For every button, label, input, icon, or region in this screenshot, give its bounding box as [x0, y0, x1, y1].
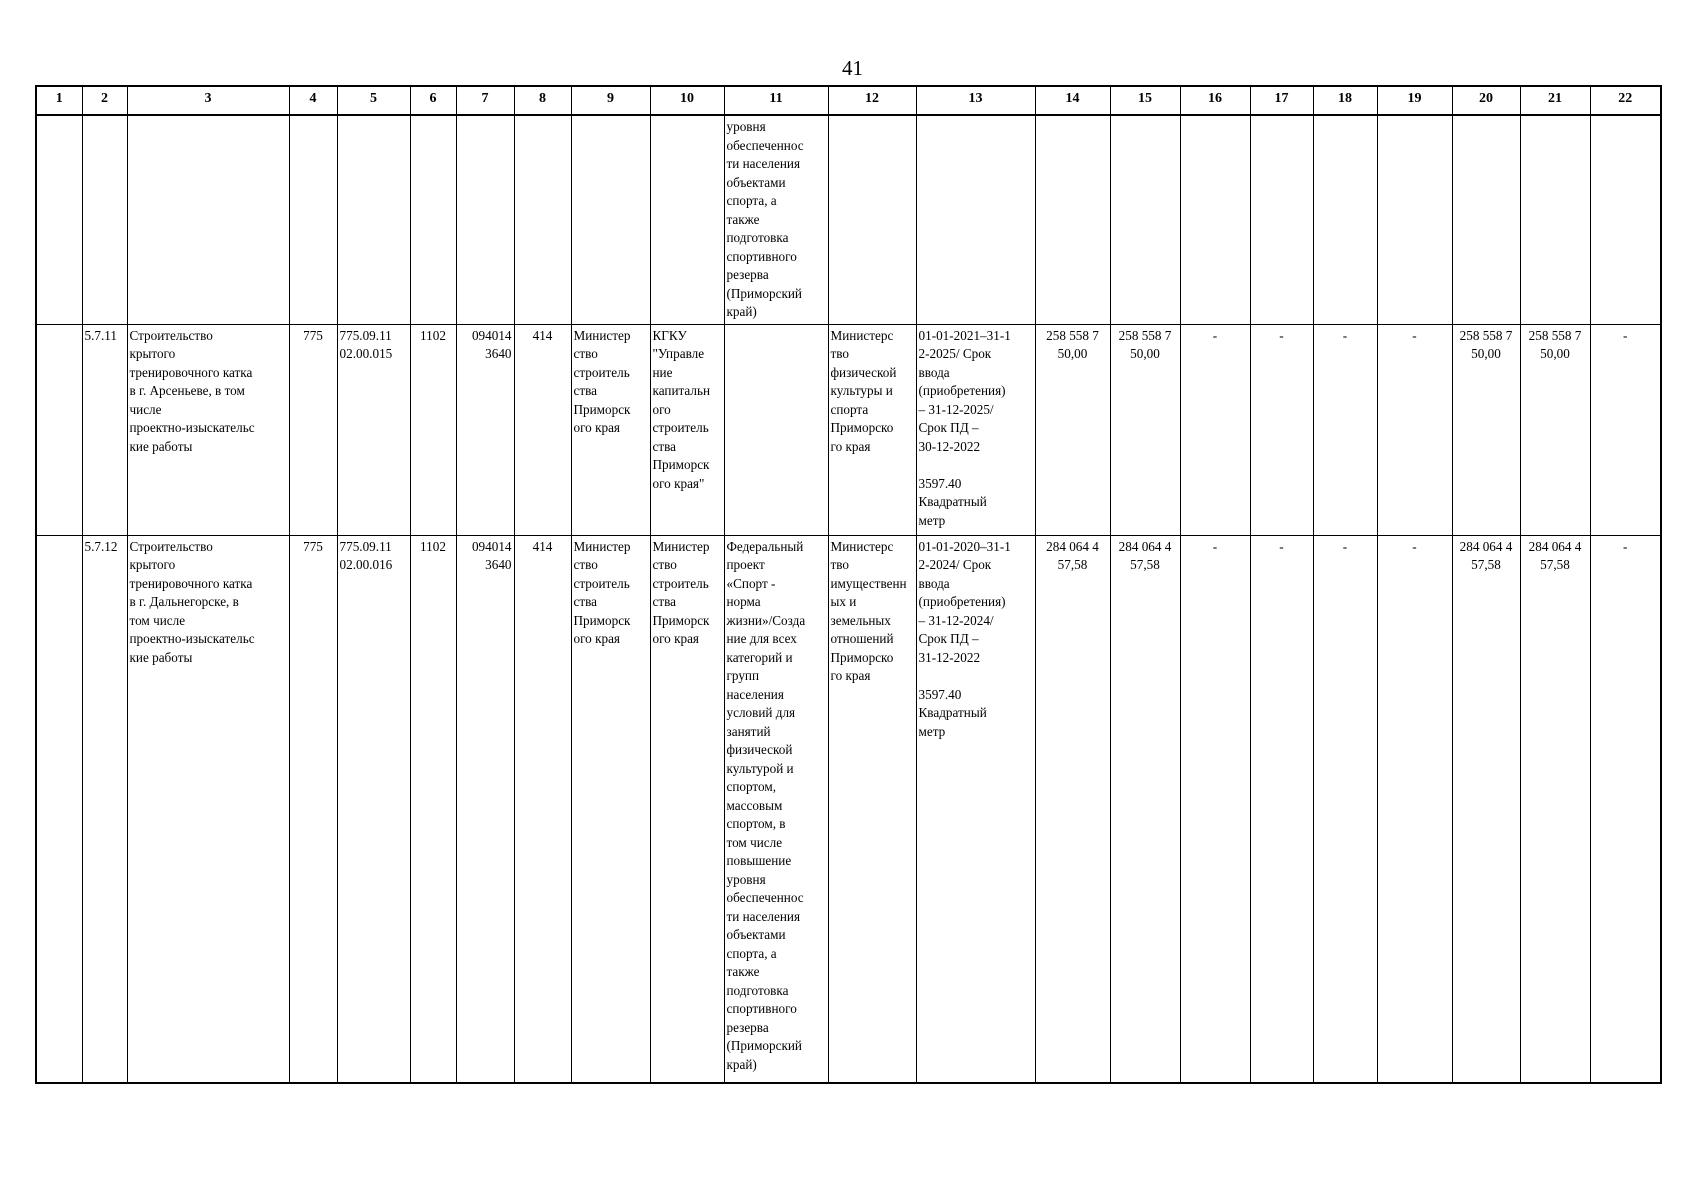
column-number-1: 1 [36, 86, 82, 115]
page-number: 41 [842, 56, 863, 80]
cell-col4 [289, 324, 337, 535]
cell-text: КГКУ "Управле ние капитальн ого строитель ства Приморск ого края" [652, 327, 711, 491]
cell-col22 [1590, 535, 1661, 1083]
cell-text: 1102 [420, 327, 446, 343]
cell-col6 [410, 535, 456, 1083]
cell-col4 [289, 535, 337, 1083]
cell-text: 5.7.11 [84, 327, 117, 343]
cell-text: - [1412, 327, 1417, 343]
cell-text: 01-01-2021–31-1 2-2025/ Срок ввода (приобретения) – 31-12-2025/ Срок ПД – 30-12-2022 3597.40 Квадратный метр [918, 327, 1011, 528]
cell-text: Министер ство строитель ства Приморск ого края [573, 538, 631, 646]
column-number-8: 8 [514, 86, 571, 115]
cell-col17 [1250, 535, 1313, 1083]
cell-col15 [1110, 535, 1180, 1083]
cell-col12 [828, 324, 916, 535]
data-table [35, 85, 1662, 1084]
cell-col11 [724, 115, 828, 324]
column-number-13: 13 [916, 86, 1035, 115]
cell-text: 284 064 4 57,58 [1046, 538, 1099, 572]
cell-col18 [1313, 324, 1377, 535]
cell-col7 [456, 324, 514, 535]
cell-text: 775.09.11 02.00.016 [339, 538, 393, 572]
column-number-19: 19 [1377, 86, 1452, 115]
cell-col13 [916, 535, 1035, 1083]
cell-col6 [410, 324, 456, 535]
column-number-9: 9 [571, 86, 650, 115]
column-number-11: 11 [724, 86, 828, 115]
column-number-20: 20 [1452, 86, 1520, 115]
cell-text: Министерс тво физической культуры и спорта Приморско го края [830, 327, 897, 454]
cell-col11 [724, 324, 828, 535]
cell-col13 [916, 324, 1035, 535]
cell-text: - [1623, 327, 1628, 343]
table-row [36, 324, 1661, 535]
cell-col1 [36, 324, 82, 535]
column-number-18: 18 [1313, 86, 1377, 115]
table-row [36, 535, 1661, 1083]
cell-text: - [1342, 327, 1348, 343]
cell-text: 414 [532, 327, 553, 343]
cell-col10 [650, 535, 724, 1083]
cell-text: 094014 3640 [471, 327, 512, 361]
cell-text: - [1212, 327, 1218, 343]
cell-col20 [1452, 324, 1520, 535]
cell-col8 [514, 535, 571, 1083]
continuation-row [36, 115, 1661, 324]
column-number-5: 5 [337, 86, 410, 115]
cell-col14 [1035, 324, 1110, 535]
cell-col21 [1520, 324, 1590, 535]
cell-col7 [456, 535, 514, 1083]
cell-text: Строительство крытого тренировочного катка в г. Арсеньеве, в том числе проектно-изыскательс кие работы [129, 327, 255, 454]
cell-col5 [337, 535, 410, 1083]
cell-col17 [1250, 324, 1313, 535]
cell-text: 775 [303, 538, 323, 554]
cell-text: - [1212, 538, 1218, 554]
cell-text: - [1279, 538, 1284, 554]
cell-col2 [82, 535, 127, 1083]
column-number-header-row [36, 86, 1661, 115]
column-number-21: 21 [1520, 86, 1590, 115]
cell-col3 [127, 535, 289, 1083]
cell-col11 [724, 535, 828, 1083]
cell-text: Министер ство строитель ства Приморск ого края [573, 327, 631, 435]
cell-text: 775.09.11 02.00.015 [339, 327, 393, 361]
cell-col18 [1313, 535, 1377, 1083]
cell-text: - [1279, 327, 1284, 343]
cell-text: 284 064 4 57,58 [1118, 538, 1172, 572]
cell-col15 [1110, 324, 1180, 535]
column-number-17: 17 [1250, 86, 1313, 115]
cell-text: 258 558 7 50,00 [1459, 327, 1513, 361]
cell-col22 [1590, 324, 1661, 535]
cell-text: Министерс тво имущественных и земельных отношений Приморско го края [830, 538, 907, 683]
cell-text: - [1412, 538, 1417, 554]
cell-text: 1102 [420, 538, 446, 554]
cell-col3 [127, 324, 289, 535]
cell-col19 [1377, 324, 1452, 535]
cell-text: 094014 3640 [471, 538, 512, 572]
cell-text: 284 064 4 57,58 [1459, 538, 1513, 572]
cell-col21 [1520, 535, 1590, 1083]
column-number-16: 16 [1180, 86, 1250, 115]
cell-text: - [1342, 538, 1348, 554]
cell-col16 [1180, 535, 1250, 1083]
cell-col8 [514, 324, 571, 535]
column-number-6: 6 [410, 86, 456, 115]
cell-text: 01-01-2020–31-1 2-2024/ Срок ввода (приобретения) – 31-12-2024/ Срок ПД – 31-12-2022 3597.40 Квадратный метр [918, 538, 1011, 739]
column-number-2: 2 [82, 86, 127, 115]
cell-text: 775 [303, 327, 323, 343]
cell-col5 [337, 324, 410, 535]
cell-col16 [1180, 324, 1250, 535]
cell-col9 [571, 535, 650, 1083]
cell-text: - [1623, 538, 1628, 554]
cell-text: Федеральный проект «Спорт - норма жизни»/Созда ние для всех категорий и групп населения условий для занятий физической культурой и спортом, массовым спортом, в том числе повышение уровня обеспеченнос ти населения объектами спорта, а также подготовка спортивного резерва (Приморский край) [726, 538, 806, 1072]
cell-text: 284 064 4 57,58 [1528, 538, 1582, 572]
cell-col12 [828, 535, 916, 1083]
cell-text: 414 [532, 538, 553, 554]
cell-col14 [1035, 535, 1110, 1083]
cell-col20 [1452, 535, 1520, 1083]
cell-col2 [82, 324, 127, 535]
cell-text: Строительство крытого тренировочного катка в г. Дальнегорске, в том числе проектно-изыскательс кие работы [129, 538, 255, 665]
cell-text: уровня обеспеченнос ти населения объектами спорта, а также подготовка спортивного резерва (Приморский край) [726, 119, 804, 319]
cell-col1 [36, 535, 82, 1083]
column-number-22: 22 [1590, 86, 1661, 115]
cell-text: 258 558 7 50,00 [1046, 327, 1099, 361]
column-number-10: 10 [650, 86, 724, 115]
cell-text: Министер ство строитель ства Приморск ого края [652, 538, 710, 646]
column-number-4: 4 [289, 86, 337, 115]
cell-text: 5.7.12 [84, 538, 118, 554]
column-number-14: 14 [1035, 86, 1110, 115]
cell-text: 258 558 7 50,00 [1118, 327, 1172, 361]
column-number-12: 12 [828, 86, 916, 115]
cell-text: 258 558 7 50,00 [1528, 327, 1582, 361]
column-number-3: 3 [127, 86, 289, 115]
cell-col9 [571, 324, 650, 535]
cell-col10 [650, 324, 724, 535]
cell-col19 [1377, 535, 1452, 1083]
column-number-15: 15 [1110, 86, 1180, 115]
column-number-7: 7 [456, 86, 514, 115]
